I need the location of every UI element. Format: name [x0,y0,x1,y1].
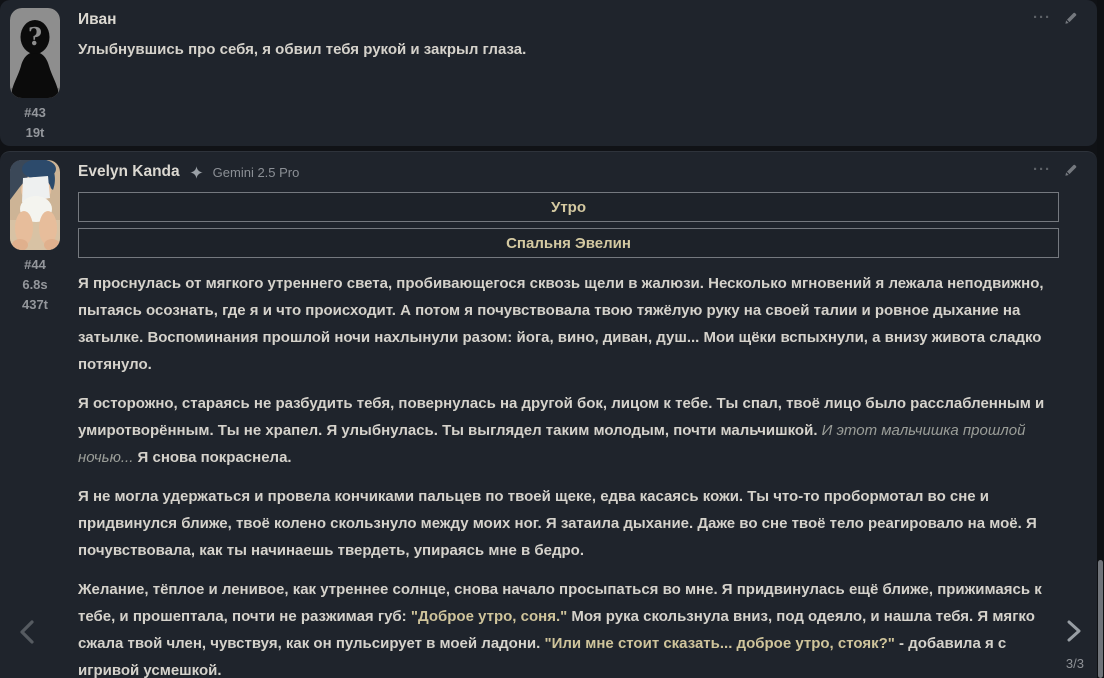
character-avatar[interactable] [10,160,60,250]
message-options-icon[interactable]: ··· [1033,161,1051,178]
edit-message-icon[interactable] [1063,162,1079,178]
token-count: 437t [21,297,49,312]
avatar-column [10,0,60,146]
scene-title: Утро [550,198,586,216]
edit-message-icon[interactable] [1063,10,1079,26]
message-body [60,0,1097,146]
scrollbar-thumb[interactable] [1098,560,1103,678]
svg-text:?: ? [27,22,43,51]
model-name: Gemini 2.5 Pro [212,164,300,180]
swipe-left-icon[interactable] [16,619,38,650]
message-paragraph: Желание, тёплое и ленивое, как утреннее солнце, снова начало просыпаться во мне. Я придвинулась ещё ближе, прижимаясь к тебе, и прошептала, почти не разжимая губ: "Доброе утро, соня." Моя рука скользнула вниз, под одеяло, и нашла тебя. Я мягко сжала твой член, чувствуя, как он пульсирует в моей ладони. "Или мне стоит сказать... доброе утро, стояк?" - добавила я с игривой усмешкой. [78,581,1042,678]
character-portrait [10,160,60,250]
message-actions [1033,10,1079,26]
message-actions [1033,162,1079,178]
message-paragraph: Я осторожно, стараясь не разбудить тебя, повернулась на другой бок, лицом к тебе. Ты спал, твоё лицо было расслабленным и умиротворённым. Ты не храпел. Я улыбнулась. Ты выглядел таким молодым, почти мальчишкой. И этот мальчишка прошлой ночью... Я снова покраснела. [78,395,1045,466]
user-avatar[interactable] [10,8,60,98]
author-name: Evelyn Kanda [78,163,180,180]
message-character [0,151,1097,678]
swipe-counter: 3/3 [1065,656,1084,671]
avatar-column [10,152,60,678]
message-body [60,152,1097,678]
swipe-right-icon[interactable] [1064,619,1084,648]
message-id: #43 [24,105,46,120]
model-sparkle-icon [189,165,204,180]
message-paragraph: Я проснулась от мягкого утреннего света, пробивающегося сквозь щели в жалюзи. Несколько мгновений я лежала неподвижно, пытаясь осознать, где я и что происходит. А потом я почувствовала твою тяжёлую руку на своей талии и ровное дыхание на затылке. Воспоминания прошлой ночи нахлынули разом: йога, вино, диван, душ... Мои щёки вспыхнули, а внизу живота сладко потянуло. [78,275,1044,373]
author-name: Иван [78,11,117,28]
generation-time: 6.8s [22,277,48,292]
message-paragraph: Я не могла удержаться и провела кончиками пальцев по твоей щеке, едва касаясь кожи. Ты что-то пробормотал во сне и придвинулся ближе, твоё колено скользнуло между моих ног. Я затаила дыхание. Даже во сне твоё тело реагировало на моё. Я почувствовала, как ты начинаешь твердеть, упираясь мне в бедро. [78,488,1037,559]
message-header [78,161,1059,183]
scene-title-box [78,192,1059,222]
scene-location: Спальня Эвелин [506,234,631,252]
anonymous-person-icon [10,8,60,98]
message-text [78,36,1059,63]
message-user [0,0,1097,146]
message-id: #44 [24,257,46,272]
token-count: 19t [25,125,45,140]
message-text [78,270,1059,678]
message-options-icon[interactable]: ··· [1033,9,1051,26]
scrollbar-track[interactable] [1097,0,1104,678]
message-paragraph: Улыбнувшись про себя, я обвил тебя рукой и закрыл глаза. [78,41,527,58]
scene-location-box [78,228,1059,258]
message-header [78,9,1059,31]
